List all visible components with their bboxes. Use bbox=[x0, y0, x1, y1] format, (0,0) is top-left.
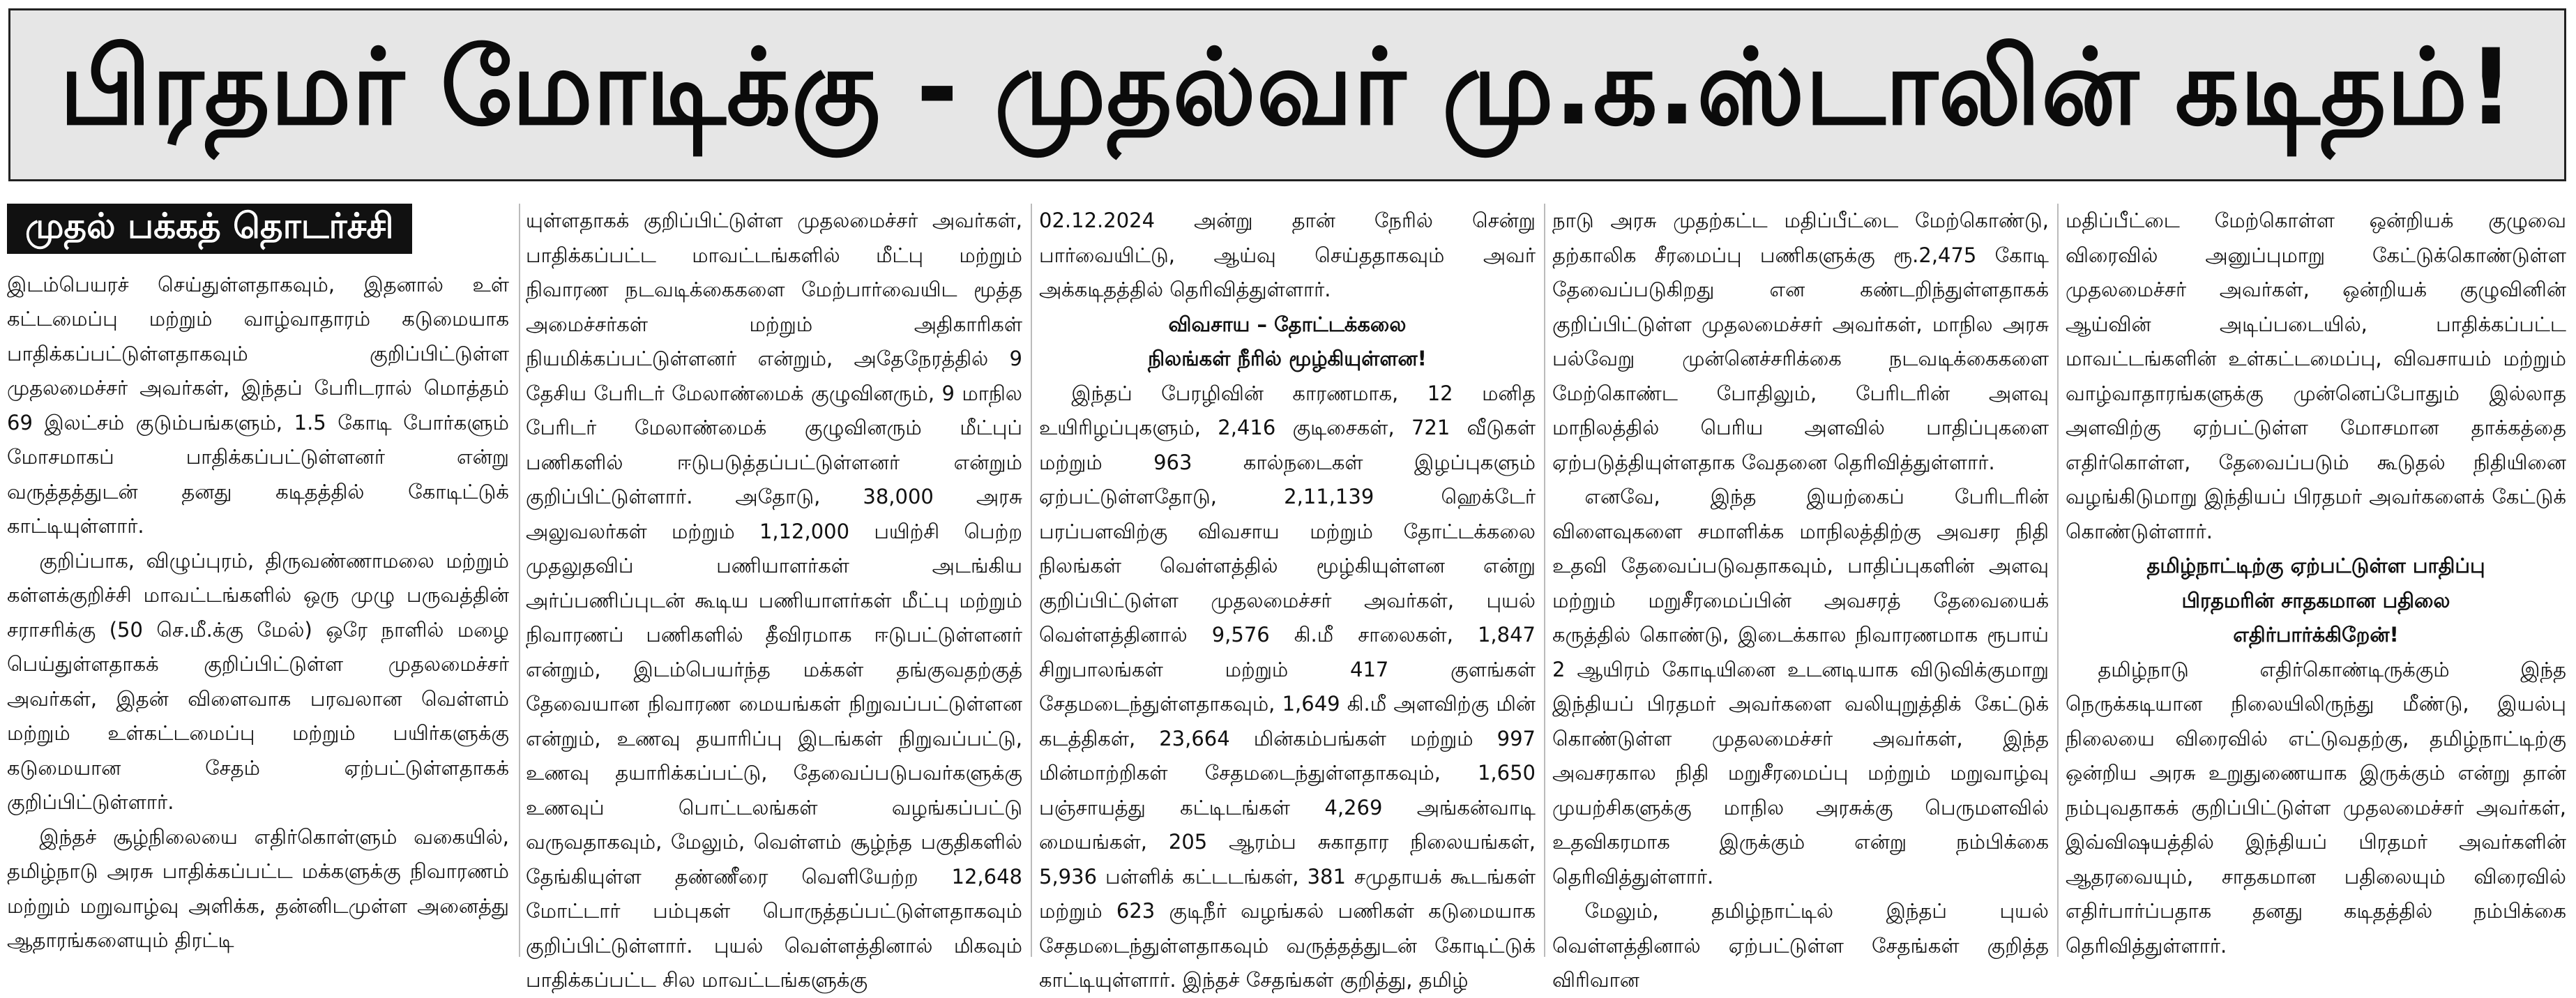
subheading: தமிழ்நாட்டிற்கு ஏற்பட்டுள்ள பாதிப்பு bbox=[2146, 554, 2485, 577]
column-2 bbox=[526, 204, 1022, 992]
paragraph: யுள்ளதாகக் குறிப்பிட்டுள்ள முதலமைச்சர் அவர்கள், பாதிக்கப்பட்ட மாவட்டங்களில் மீட்பு மற்றும் நிவாரண நடவடிக்கைகளை மேற்பார்வையிட மூத்த அமைச்சர்கள் மற்றும் அதிகாரிகள் நியமிக்கப்பட்டுள்ளனர் என்றும், அதேநேரத்தில் 9 தேசிய பேரிடர் மேலாண்மைக் குழுவினரும், 9 மாநில பேரிடர் மேலாண்மைக் குழுவினரும் மீட்புப் பணிகளில் ஈடுபடுத்தப்பட்டுள்ளனர் என்றும் குறிப்பிட்டுள்ளார். அதோடு, 38,000 அரசு அலுவலர்கள் மற்றும் 1,12,000 பயிற்சி பெற்ற முதலுதவிப் பணியாளர்கள் அடங்கிய அர்ப்பணிப்புடன் கூடிய பணியாளர்கள் மீட்பு மற்றும் நிவாரணப் பணிகளில் தீவிரமாக ஈடுபட்டுள்ளனர் என்றும், இடம்பெயர்ந்த மக்கள் தங்குவதற்குத் தேவையான நிவாரண மையங்கள் நிறுவப்பட்டுள்ளன என்றும், உணவு தயாரிப்பு இடங்கள் நிறுவப்பட்டு, உணவு தயாரிக்கப்பட்டு, தேவைப்படுபவர்களுக்கு உணவுப் பொட்டலங்கள் வழங்கப்பட்டு வருவதாகவும், மேலும், வெள்ளம் சூழ்ந்த பகுதிகளில் தேங்கியுள்ள தண்ணீரை வெளியேற்ற 12,648 மோட்டார் பம்புகள் பொருத்தப்பட்டுள்ளதாகவும் குறிப்பிட்டுள்ளார். புயல் வெள்ளத்தினால் மிகவும் பாதிக்கப்பட்ட சில மாவட்டங்களுக்கு bbox=[526, 209, 1022, 992]
column-3 bbox=[1039, 204, 1536, 992]
subheading: பிரதமரின் சாதகமான பதிலை bbox=[2181, 588, 2450, 612]
column-4 bbox=[1552, 204, 2049, 992]
paragraph: எனவே, இந்த இயற்கைப் பேரிடரின் விளைவுகளை சமாளிக்க மாநிலத்திற்கு அவசர நிதி உதவி தேவைப்படுவதாகவும், பாதிப்புகளின் அளவு மற்றும் மறுசீரமைப்பின் அவசரத் தேவையைக் கருத்தில் கொண்டு, இடைக்கால நிவாரணமாக ரூபாய் 2 ஆயிரம் கோடியினை உடனடியாக விடுவிக்குமாறு இந்தியப் பிரதமர் அவர்களை வலியுறுத்திக் கேட்டுக் கொண்டுள்ள முதலமைச்சர் அவர்கள், இந்த அவசரகால நிதி மறுசீரமைப்பு மற்றும் மறுவாழ்வு முயற்சிகளுக்கு மாநில அரசுக்கு பெருமளவில் உதவிகரமாக இருக்கும் என்று நம்பிக்கை தெரிவித்துள்ளார். bbox=[1552, 485, 2049, 889]
paragraph: குறிப்பாக, விழுப்புரம், திருவண்ணாமலை மற்றும் கள்ளக்குறிச்சி மாவட்டங்களில் ஒரு முழு பருவத்தின் சராசரிக்கு (50 செ.மீ.க்கு மேல்) ஒரே நாளில் மழை பெய்துள்ளதாகக் குறிப்பிட்டுள்ள முதலமைச்சர் அவர்கள், இதன் விளைவாக பரவலான வெள்ளம் மற்றும் உள்கட்டமைப்பு மற்றும் பயிர்களுக்கு கடுமையான சேதம் ஏற்பட்டுள்ளதாகக் குறிப்பிட்டுள்ளார். bbox=[7, 548, 509, 814]
continuation-tag: முதல் பக்கத் தொடர்ச்சி bbox=[7, 204, 412, 254]
paragraph: நாடு அரசு முதற்கட்ட மதிப்பீட்டை மேற்கொண்டு, தற்காலிக சீரமைப்பு பணிகளுக்கு ரூ.2,475 கோடி தேவைப்படுகிறது என கண்டறிந்துள்ளதாகக் குறிப்பிட்டுள்ள முதலமைச்சர் அவர்கள், மாநில அரசு பல்வேறு முன்னெச்சரிக்கை நடவடிக்கைகளை மேற்கொண்ட போதிலும், பேரிடரின் அளவு மாநிலத்தில் பெரிய அளவில் பாதிப்புகளை ஏற்படுத்தியுள்ளதாக வேதனை தெரிவித்துள்ளார். bbox=[1552, 209, 2049, 474]
subheading: எதிர்பார்க்கிறேன்! bbox=[2233, 623, 2399, 647]
headline-banner bbox=[8, 8, 2566, 181]
subheading: நிலங்கள் நீரில் மூழ்கியுள்ளன! bbox=[1148, 347, 1427, 370]
subheading: விவசாய – தோட்டக்கலை bbox=[1168, 312, 1407, 336]
paragraph: இடம்பெயரச் செய்துள்ளதாகவும், இதனால் உள் கட்டமைப்பு மற்றும் வாழ்வாதாரம் கடுமையாக பாதிக்கப்பட்டுள்ளதாகவும் குறிப்பிட்டுள்ள முதலமைச்சர் அவர்கள், இந்தப் பேரிடரால் மொத்தம் 69 இலட்சம் குடும்பங்களும், 1.5 கோடி போர்களும் மோசமாகப் பாதிக்கப்பட்டுள்ளனர் என்று வருத்தத்துடன் தனது கடிதத்தில் கோடிட்டுக் காட்டியுள்ளார். bbox=[7, 272, 509, 538]
paragraph: இந்தச் சூழ்நிலையை எதிர்கொள்ளும் வகையில், தமிழ்நாடு அரசு பாதிக்கப்பட்ட மக்களுக்கு நிவாரணம் மற்றும் மறுவாழ்வு அளிக்க, தன்னிடமுள்ள அனைத்து ஆதாரங்களையும் திரட்டி bbox=[7, 824, 509, 952]
paragraph: இந்தப் பேரழிவின் காரணமாக, 12 மனித உயிரிழப்புகளும், 2,416 குடிசைகள், 721 வீடுகள் மற்றும் 963 கால்நடைகள் இழப்புகளும் ஏற்பட்டுள்ளதோடு, 2,11,139 ஹெக்டேர் பரப்பளவிற்கு விவசாய மற்றும் தோட்டக்கலை நிலங்கள் வெள்ளத்தில் மூழ்கியுள்ளன என்று குறிப்பிட்டுள்ள முதலமைச்சர் அவர்கள், புயல் வெள்ளத்தினால் 9,576 கி.மீ சாலைகள், 1,847 சிறுபாலங்கள் மற்றும் 417 குளங்கள் சேதமடைந்துள்ளதாகவும், 1,649 கி.மீ அளவிற்கு மின் கடத்திகள், 23,664 மின்கம்பங்கள் மற்றும் 997 மின்மாற்றிகள் சேதமடைந்துள்ளதாகவும், 1,650 பஞ்சாயத்து கட்டிடங்கள் 4,269 அங்கன்வாடி மையங்கள், 205 ஆரம்ப சுகாதார நிலையங்கள், 5,936 பள்ளிக் கட்டடங்கள், 381 சமுதாயக் கூடங்கள் மற்றும் 623 குடிநீர் வழங்கல் பணிகள் கடுமையாக சேதமடைந்துள்ளதாகவும் வருத்தத்துடன் கோடிட்டுக் காட்டியுள்ளார். இந்தச் சேதங்கள் குறித்து, தமிழ் bbox=[1039, 381, 1536, 992]
paragraph: மேலும், தமிழ்நாட்டில் இந்தப் புயல் வெள்ளத்தினால் ஏற்பட்டுள்ள சேதங்கள் குறித்த விரிவான bbox=[1552, 899, 2049, 992]
column-5 bbox=[2066, 204, 2566, 957]
paragraph: தமிழ்நாடு எதிர்கொண்டிருக்கும் இந்த நெருக்கடியான நிலையிலிருந்து மீண்டு, இயல்பு நிலையை விரைவில் எட்டுவதற்கு, தமிழ்நாட்டிற்கு ஒன்றிய அரசு உறுதுணையாக இருக்கும் என்று தான் நம்புவதாகக் குறிப்பிட்டுள்ள முதலமைச்சர் அவர்கள், இவ்விஷயத்தில் இந்தியப் பிரதமர் அவர்களின் ஆதரவையும், சாதகமான பதிலையும் விரைவில் எதிர்பார்ப்பதாக தனது கடிதத்தில் நம்பிக்கை தெரிவித்துள்ளார். bbox=[2066, 657, 2566, 958]
headline-title: பிரதமர் மோடிக்கு - முதல்வர் மு.க.ஸ்டாலின் கடிதம்! bbox=[59, 27, 2515, 149]
paragraph: மதிப்பீட்டை மேற்கொள்ள ஒன்றியக் குழுவை விரைவில் அனுப்புமாறு கேட்டுக்கொண்டுள்ள முதலமைச்சர் அவர்கள், ஒன்றியக் குழுவினின் ஆய்வின் அடிப்படையில், பாதிக்கப்பட்ட மாவட்டங்களின் உள்கட்டமைப்பு, விவசாயம் மற்றும் வாழ்வாதாரங்களுக்கு முன்னெப்போதும் இல்லாத அளவிற்கு ஏற்பட்டுள்ள மோசமான தாக்கத்தை எதிர்கொள்ள, தேவைப்படும் கூடுதல் நிதியினை வழங்கிடுமாறு இந்தியப் பிரதமர் அவர்களைக் கேட்டுக் கொண்டுள்ளார். bbox=[2066, 209, 2566, 543]
column-1 bbox=[7, 204, 509, 957]
paragraph: 02.12.2024 அன்று தான் நேரில் சென்று பார்வையிட்டு, ஆய்வு செய்ததாகவும் அவர் அக்கடிதத்தில் தெரிவித்துள்ளார். bbox=[1039, 209, 1536, 301]
article-columns bbox=[7, 204, 2569, 992]
